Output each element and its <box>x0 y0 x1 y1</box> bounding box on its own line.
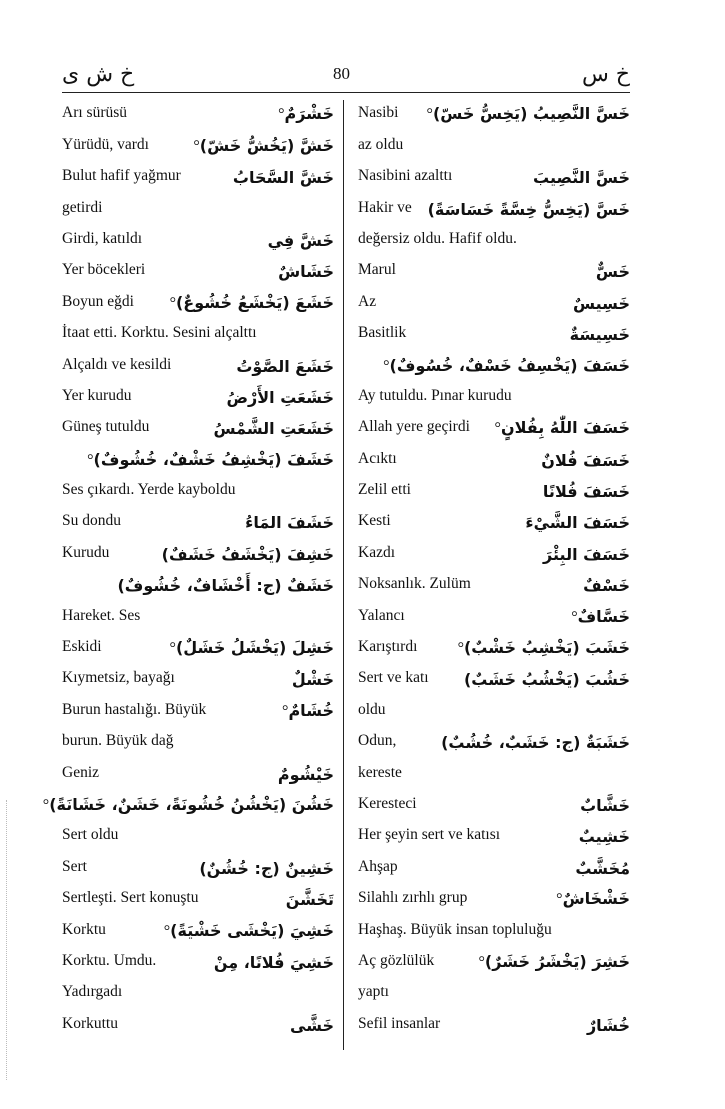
dictionary-entry <box>62 348 334 379</box>
arabic-text: خَشِيَ (يَخْشَى خَشْيَةً) <box>170 920 334 940</box>
dictionary-entry <box>358 536 630 567</box>
page-header <box>0 62 725 92</box>
turkish-meaning: Sert <box>62 857 87 875</box>
entry-bullet-icon: ° <box>478 953 485 971</box>
turkish-meaning: Güneş tutuldu <box>62 418 150 436</box>
dictionary-entry <box>62 317 334 348</box>
arabic-headword <box>117 576 334 595</box>
turkish-meaning: değersiz oldu. Hafif oldu. <box>358 229 517 247</box>
arabic-text: خَشِرَ (يَخْشَرُ خَشَرٌ) <box>484 951 630 971</box>
arabic-headword <box>278 262 334 281</box>
entry-bullet-icon: ° <box>169 294 176 312</box>
dictionary-entry <box>358 1007 630 1038</box>
arabic-headword <box>276 701 334 721</box>
arabic-headword <box>428 200 630 219</box>
turkish-meaning: Su dondu <box>62 512 121 530</box>
dictionary-entry <box>62 97 334 128</box>
turkish-meaning: Her şeyin sert ve katısı <box>358 826 501 844</box>
dictionary-entry <box>62 285 334 316</box>
arabic-text: خَشُبَ (يَخْشُبُ خَشَبٌ) <box>463 670 630 690</box>
turkish-meaning: burun. Büyük dağ <box>62 732 174 750</box>
dictionary-entry <box>358 819 630 850</box>
arabic-headword <box>268 231 334 250</box>
arabic-text: خَسَفَ الشَّيْءَ <box>525 513 630 533</box>
turkish-meaning: Ses çıkardı. Yerde kayboldu <box>62 481 236 499</box>
turkish-meaning: Noksanlık. Zulüm <box>358 575 471 593</box>
arabic-headword <box>162 545 334 564</box>
arabic-headword <box>286 890 334 909</box>
dictionary-entry <box>62 945 334 976</box>
arabic-headword <box>464 670 630 689</box>
dictionary-entry <box>358 693 630 724</box>
arabic-headword <box>290 1016 334 1035</box>
entry-bullet-icon: ° <box>42 796 50 814</box>
dictionary-entry <box>358 411 630 442</box>
entry-bullet-icon: ° <box>278 106 285 124</box>
turkish-meaning: Acıktı <box>358 449 397 467</box>
entry-bullet-icon: ° <box>193 137 200 155</box>
turkish-meaning: Odun, <box>358 732 397 750</box>
arabic-headword <box>596 262 630 281</box>
turkish-meaning: Ahşap <box>358 857 398 875</box>
dictionary-entry <box>62 160 334 191</box>
turkish-meaning: Korkuttu <box>62 1014 118 1032</box>
entry-bullet-icon: ° <box>571 608 578 626</box>
dictionary-entry <box>62 819 334 850</box>
arabic-text: تَخَشَّنَ <box>285 890 334 910</box>
arabic-headword <box>236 357 334 376</box>
turkish-meaning: Allah yere geçirdi <box>358 418 470 436</box>
turkish-meaning: Kazdı <box>358 543 396 561</box>
right-column <box>358 97 630 1039</box>
turkish-meaning: Hareket. Ses <box>62 606 141 624</box>
turkish-meaning: oldu <box>358 700 386 718</box>
turkish-meaning: Zelil etti <box>358 481 411 499</box>
arabic-headword <box>541 451 630 470</box>
arabic-headword <box>580 796 630 815</box>
dictionary-entry <box>42 788 334 819</box>
turkish-meaning: Haşhaş. Büyük insan topluluğu <box>358 920 552 938</box>
turkish-meaning: Kurudu <box>62 543 110 561</box>
turkish-meaning: Alçaldı ve kesildi <box>62 355 172 373</box>
arabic-headword <box>550 889 630 909</box>
turkish-meaning: Sefil insanlar <box>358 1014 441 1032</box>
dictionary-entry <box>62 254 334 285</box>
dictionary-entry <box>358 945 630 976</box>
arabic-text: خَسَفَ (يَخْسِفُ خَسْفٌ، خُسُوفٌ) <box>389 355 630 375</box>
arabic-text: خَشَفٌ (ج: أَخْشَافٌ، خُشُوفٌ) <box>117 576 334 596</box>
arabic-headword <box>565 607 630 627</box>
page-number: 80 <box>333 64 350 83</box>
turkish-meaning: az oldu <box>358 135 404 153</box>
arabic-headword <box>227 388 334 407</box>
entry-bullet-icon: ° <box>556 891 563 909</box>
arabic-headword <box>158 921 334 941</box>
arabic-headword <box>583 576 630 595</box>
turkish-meaning: Eskidi <box>62 638 102 656</box>
arabic-text: خَسَفَ فُلانًا <box>542 482 630 502</box>
arabic-text: خَسَفَ فُلانٌ <box>541 450 630 470</box>
arabic-headword <box>214 953 334 972</box>
arabic-text: خَشِيبٌ <box>578 827 630 847</box>
turkish-meaning: Sertleşti. Sert konuştu <box>62 889 199 907</box>
arabic-text: خَشُنَ (يَخْشُنُ خُشُونَةً، خَشَنٌ، خَشَانَةً) <box>49 794 334 814</box>
dictionary-entry <box>62 442 334 473</box>
arabic-text: خَسَفَ البِئْرَ <box>543 544 630 564</box>
dictionary-entry <box>358 631 630 662</box>
entry-bullet-icon: ° <box>383 357 390 375</box>
arabic-text: خَيْشُومٌ <box>277 764 334 784</box>
dictionary-entry <box>358 976 630 1007</box>
arabic-headword <box>573 294 630 313</box>
arabic-text: خَسَّ (يَخِسُّ خِسَّةً خَسَاسَةً) <box>427 199 630 219</box>
dictionary-entry <box>62 1007 334 1038</box>
dictionary-entry <box>358 223 630 254</box>
arabic-headword <box>272 104 334 124</box>
turkish-meaning: Hakir ve <box>358 198 412 216</box>
dictionary-entry <box>358 788 630 819</box>
turkish-meaning: Korktu <box>62 920 106 938</box>
arabic-headword <box>543 545 630 564</box>
header-rule <box>62 92 630 93</box>
dictionary-entry <box>62 756 334 787</box>
arabic-text: خَشَاشٌ <box>278 262 334 282</box>
turkish-meaning: Nasibi <box>358 104 399 122</box>
arabic-text: مُخَشَّبٌ <box>575 858 630 878</box>
arabic-headword <box>81 450 334 470</box>
turkish-meaning: Kıymetsiz, bayağı <box>62 669 175 687</box>
arabic-text: خَشَبَةٌ (ج: خَشَبٌ، خُشُبٌ) <box>441 733 630 753</box>
arabic-text: خَشَّ السَّحَابُ <box>232 168 334 188</box>
arabic-text: خَشَعَتِ الشَّمْسُ <box>213 419 334 439</box>
entry-bullet-icon: ° <box>426 106 433 124</box>
dictionary-entry <box>62 631 334 662</box>
turkish-meaning: Burun hastalığı. Büyük <box>62 700 207 718</box>
turkish-meaning: Az <box>358 292 377 310</box>
arabic-headword <box>587 1016 630 1035</box>
arabic-text: خَشِينٌ (ج: خُشُنٌ) <box>199 858 334 878</box>
arabic-text: خَسِيسٌ <box>573 293 630 313</box>
arabic-text: خَشْلٌ <box>291 670 334 690</box>
dictionary-entry <box>62 128 334 159</box>
arabic-text: خُشَارٌ <box>586 1015 630 1035</box>
arabic-headword <box>452 638 630 658</box>
turkish-meaning: Marul <box>358 261 396 279</box>
entry-bullet-icon: ° <box>163 922 171 940</box>
turkish-meaning: Karıştırdı <box>358 638 418 656</box>
arabic-text: خُشَامٌ <box>288 700 334 720</box>
dictionary-entry <box>358 662 630 693</box>
turkish-meaning: Yürüdü, vardı <box>62 135 149 153</box>
dictionary-entry <box>358 913 630 944</box>
dictionary-entry <box>62 536 334 567</box>
dictionary-entry <box>62 882 334 913</box>
turkish-meaning: Basitlik <box>358 324 407 342</box>
turkish-meaning: Keresteci <box>358 794 417 812</box>
dictionary-entry <box>62 725 334 756</box>
arabic-text: خَشَعَتِ الأَرْضُ <box>226 387 334 407</box>
entry-bullet-icon: ° <box>87 451 94 469</box>
arabic-headword <box>164 638 334 658</box>
dictionary-entry <box>358 474 630 505</box>
arabic-text: خَشَفَ المَاءُ <box>245 513 334 533</box>
arabic-text: خَشَّ (يَخُشُّ خَشّ) <box>199 135 334 155</box>
arabic-headword <box>214 419 334 438</box>
arabic-headword <box>37 795 334 815</box>
arabic-text: خَشِفَ (يَخْشَفُ خَشَفٌ) <box>161 544 334 564</box>
arabic-text: خَشَبَ (يَخْشِبُ خَشْبٌ) <box>463 638 630 658</box>
turkish-meaning: Yer böcekleri <box>62 261 146 279</box>
dictionary-entry <box>358 756 630 787</box>
arabic-headword <box>570 325 630 344</box>
turkish-meaning: Yalancı <box>358 606 405 624</box>
arabic-text: خَشَعَ الصَّوْتُ <box>236 356 334 376</box>
turkish-meaning: Korktu. Umdu. <box>62 951 157 969</box>
turkish-meaning: Bulut hafif yağmur <box>62 167 181 185</box>
dictionary-entry <box>358 317 630 348</box>
arabic-text: خَسٌّ <box>595 262 630 282</box>
dictionary-entry <box>358 380 630 411</box>
arabic-headword <box>489 418 630 438</box>
arabic-headword <box>441 733 630 752</box>
dictionary-entry <box>62 599 334 630</box>
arabic-text: خَشَعَ (يَخْشَعُ خُشُوعٌ) <box>175 292 334 312</box>
arabic-headword <box>164 293 334 313</box>
dictionary-entry <box>62 662 334 693</box>
arabic-headword <box>278 765 334 784</box>
header-right-letters: خ س <box>581 62 630 87</box>
turkish-meaning: Arı sürüsü <box>62 104 128 122</box>
entry-bullet-icon: ° <box>457 640 464 658</box>
dictionary-entry <box>62 505 334 536</box>
arabic-text: خَسِيسَةٌ <box>569 325 630 345</box>
dictionary-entry <box>358 128 630 159</box>
arabic-headword <box>525 513 630 532</box>
turkish-meaning: Kesti <box>358 512 391 530</box>
arabic-text: خَسَّافٌ <box>577 606 630 626</box>
dictionary-entry <box>62 850 334 881</box>
turkish-meaning: Girdi, katıldı <box>62 229 143 247</box>
arabic-text: خَسَفَ اللّٰهُ بِفُلانٍ <box>500 418 630 438</box>
dictionary-entry <box>358 160 630 191</box>
arabic-headword <box>377 356 630 376</box>
arabic-headword <box>292 670 334 689</box>
dictionary-entry <box>358 285 630 316</box>
arabic-headword <box>245 513 334 532</box>
arabic-headword <box>575 859 630 878</box>
arabic-text: خَسَّ النَّصِيبَ <box>533 168 630 188</box>
dictionary-entry <box>62 913 334 944</box>
arabic-text: خَشِيَ فُلانًا، مِنْ <box>213 952 334 972</box>
turkish-meaning: Yadırgadı <box>62 983 123 1001</box>
arabic-text: خَشَفَ (يَخْشِفُ خَشْفٌ، خُشُوفٌ) <box>93 449 334 469</box>
turkish-meaning: Geniz <box>62 763 100 781</box>
turkish-meaning: Ay tutuldu. Pınar kurudu <box>358 386 512 404</box>
arabic-headword <box>187 136 334 156</box>
dictionary-entry <box>62 976 334 1007</box>
turkish-meaning: Nasibini azalttı <box>358 167 453 185</box>
dictionary-entry <box>62 693 334 724</box>
turkish-meaning: Silahlı zırhlı grup <box>358 889 468 907</box>
header-left-letters: خ ش ى <box>62 62 135 87</box>
turkish-meaning: Aç gözlülük <box>358 951 435 969</box>
arabic-headword <box>543 482 630 501</box>
dictionary-entry <box>358 725 630 756</box>
dictionary-entry <box>358 505 630 536</box>
dictionary-entry <box>62 411 334 442</box>
arabic-headword <box>533 168 630 187</box>
arabic-text: خَشَّى <box>290 1015 334 1035</box>
dictionary-entry <box>358 348 630 379</box>
turkish-meaning: yaptı <box>358 983 389 1001</box>
column-divider <box>343 100 344 1050</box>
dictionary-entry <box>358 882 630 913</box>
dictionary-entry <box>358 97 630 128</box>
turkish-meaning: Yer kurudu <box>62 386 132 404</box>
entry-bullet-icon: ° <box>282 702 289 720</box>
turkish-meaning: Sert ve katı <box>358 669 429 687</box>
turkish-meaning: getirdi <box>62 198 103 216</box>
arabic-headword <box>473 952 630 972</box>
dictionary-entry <box>62 223 334 254</box>
arabic-text: خَسَّ النَّصِيبُ (يَخِسُّ خَسّ) <box>432 104 630 124</box>
arabic-text: خَشِلَ (يَخْشَلُ خَشَلٌ) <box>175 638 334 658</box>
arabic-text: خَشَّابٌ <box>580 795 630 815</box>
arabic-headword <box>421 104 630 124</box>
turkish-meaning: İtaat etti. Korktu. Sesini alçalttı <box>62 324 257 342</box>
arabic-text: خَشْرَمٌ <box>284 104 334 124</box>
dictionary-entry <box>358 850 630 881</box>
dictionary-entry <box>62 474 334 505</box>
margin-scan-mark <box>6 800 15 1080</box>
turkish-meaning: Sert oldu <box>62 826 119 844</box>
arabic-text: خَسْفٌ <box>583 576 630 596</box>
arabic-headword <box>233 168 334 187</box>
dictionary-entry <box>358 442 630 473</box>
dictionary-entry <box>62 191 334 222</box>
arabic-headword <box>579 827 630 846</box>
turkish-meaning: Boyun eğdi <box>62 292 134 310</box>
entry-bullet-icon: ° <box>169 640 176 658</box>
dictionary-entry <box>358 191 630 222</box>
arabic-text: خَشَّ فِي <box>267 230 334 250</box>
left-column <box>42 97 334 1039</box>
dictionary-entry <box>62 568 334 599</box>
dictionary-entry <box>62 380 334 411</box>
entry-bullet-icon: ° <box>494 420 501 438</box>
dictionary-entry <box>358 599 630 630</box>
turkish-meaning: kereste <box>358 763 402 781</box>
dictionary-entry <box>358 254 630 285</box>
arabic-text: خَشْخَاشٌ <box>562 889 630 909</box>
arabic-headword <box>199 859 334 878</box>
dictionary-entry <box>358 568 630 599</box>
